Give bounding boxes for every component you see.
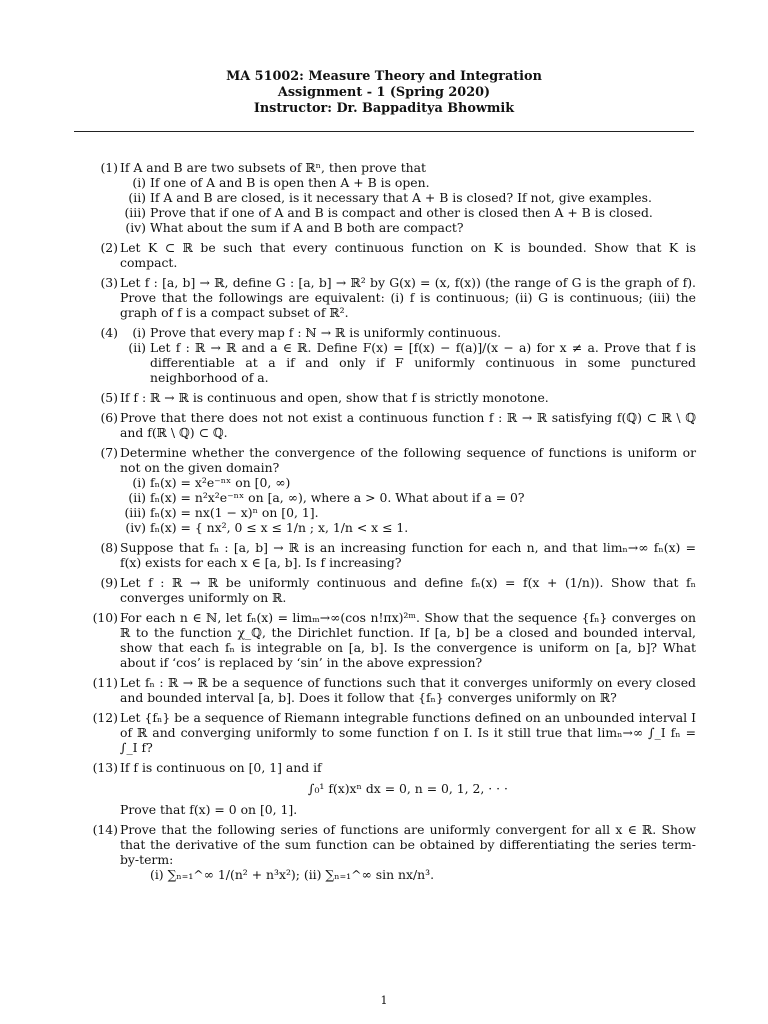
problem-number: (13) bbox=[92, 760, 118, 775]
subpart-text: If one of A and B is open then A + B is open. bbox=[150, 175, 430, 190]
subpart-text: If A and B are closed, is it necessary that A + B is closed? If not, give examples. bbox=[150, 190, 652, 205]
subpart bbox=[120, 205, 696, 220]
problem-text: If f is continuous on [0, 1] and if bbox=[120, 760, 322, 775]
problem-5 bbox=[86, 390, 696, 405]
subpart-label: (iii) bbox=[124, 205, 146, 220]
subpart-label: (iv) bbox=[125, 520, 146, 535]
problem-text-after: Prove that f(x) = 0 on [0, 1]. bbox=[120, 802, 298, 817]
subpart-label: (iii) bbox=[124, 505, 146, 520]
problem-number: (11) bbox=[92, 675, 118, 690]
subpart-label: (i) bbox=[132, 325, 146, 340]
subpart bbox=[120, 340, 696, 385]
problem-number: (8) bbox=[100, 540, 118, 555]
subpart-label: (ii) bbox=[128, 190, 146, 205]
subpart-text: What about the sum if A and B both are compact? bbox=[150, 220, 464, 235]
problem-number: (6) bbox=[100, 410, 118, 425]
subpart-label: (i) bbox=[132, 175, 146, 190]
subpart-label: (i) bbox=[132, 475, 146, 490]
document-header bbox=[0, 69, 768, 117]
subpart-label: (ii) bbox=[128, 490, 146, 505]
problem-number: (2) bbox=[100, 240, 118, 255]
problem-number: (12) bbox=[92, 710, 118, 725]
subpart-text: Prove that if one of A and B is compact and other is closed then A + B is closed. bbox=[150, 205, 653, 220]
subpart-text: Let f : ℝ → ℝ and a ∈ ℝ. Define F(x) = [f(x) − f(a)]/(x − a) for x ≠ a. Prove that f is differentiable at a if and only if F uniformly continuous in some punctured neighborhood of a. bbox=[150, 340, 696, 385]
subpart-text: fₙ(x) = n²x²e⁻ⁿˣ on [a, ∞), where a > 0. What about if a = 0? bbox=[150, 490, 525, 505]
subpart bbox=[120, 475, 696, 490]
subpart bbox=[120, 220, 696, 235]
subpart bbox=[120, 490, 696, 505]
problem-12 bbox=[86, 710, 696, 755]
problem-14 bbox=[86, 822, 696, 882]
problem-text: Let f : [a, b] → ℝ, define G : [a, b] → ℝ² by G(x) = (x, f(x)) (the range of G is the graph of f). Prove that the followings are equivalent: (i) f is continuous; (ii) G is continuous; (iii) the graph of f is a compact subset of ℝ². bbox=[120, 275, 696, 320]
problem-3 bbox=[86, 275, 696, 320]
problem-2 bbox=[86, 240, 696, 270]
problem-8 bbox=[86, 540, 696, 570]
problem-text: If f : ℝ → ℝ is continuous and open, show that f is strictly monotone. bbox=[120, 390, 549, 405]
header-rule bbox=[74, 131, 694, 132]
problem-4 bbox=[86, 325, 696, 385]
instructor-line: Instructor: Dr. Bappaditya Bhowmik bbox=[253, 101, 515, 116]
course-title: MA 51002: Measure Theory and Integration bbox=[226, 69, 542, 84]
subpart bbox=[120, 520, 696, 535]
subpart bbox=[120, 175, 696, 190]
problem-number: (1) bbox=[100, 160, 118, 175]
problem-number: (3) bbox=[100, 275, 118, 290]
problem-number: (9) bbox=[100, 575, 118, 590]
display-equation: ∫₀¹ f(x)xⁿ dx = 0, n = 0, 1, 2, · · · bbox=[307, 781, 508, 796]
problem-text: Let K ⊂ ℝ be such that every continuous function on K is bounded. Show that K is compact. bbox=[120, 240, 696, 270]
problem-10 bbox=[86, 610, 696, 670]
problem-text: For each n ∈ ℕ, let fₙ(x) = limₘ→∞(cos n!πx)²ᵐ. Show that the sequence {fₙ} converges on ℝ to the function χ_ℚ, the Dirichlet function. If [a, b] be a closed and bounded interval, show that each fₙ is integrable on [a, b]. Is the convergence is uniform on [a, b]? What about if ‘cos’ is replaced by ‘sin’ in the above expression? bbox=[120, 610, 696, 670]
problem-7 bbox=[86, 445, 696, 535]
problem-number: (4) bbox=[100, 325, 118, 340]
problem-number: (7) bbox=[100, 445, 118, 460]
problem-text: If A and B are two subsets of ℝⁿ, then prove that bbox=[120, 160, 427, 175]
assignment-title: Assignment - 1 (Spring 2020) bbox=[277, 85, 491, 100]
subpart-label: (ii) bbox=[128, 340, 146, 355]
subpart-text: fₙ(x) = x²e⁻ⁿˣ on [0, ∞) bbox=[150, 475, 291, 490]
problem-11 bbox=[86, 675, 696, 705]
problem-text: Let {fₙ} be a sequence of Riemann integrable functions defined on an unbounded interval I of ℝ and converging uniformly to some function f on I. Is it still true that limₙ→∞ ∫_I fₙ = ∫_I f? bbox=[120, 710, 696, 755]
page-number: 1 bbox=[380, 994, 388, 1007]
subpart-text: fₙ(x) = nx(1 − x)ⁿ on [0, 1]. bbox=[150, 505, 319, 520]
subpart-text: fₙ(x) = { nx², 0 ≤ x ≤ 1/n ; x, 1/n < x ≤ 1. bbox=[150, 520, 409, 535]
problem-number: (14) bbox=[92, 822, 118, 837]
problem-13 bbox=[86, 760, 696, 817]
subpart bbox=[120, 325, 696, 340]
series-list: (i) ∑ₙ₌₁^∞ 1/(n² + n³x²); (ii) ∑ₙ₌₁^∞ sin nx/n³. bbox=[150, 867, 435, 882]
problem-text: Let fₙ : ℝ → ℝ be a sequence of functions such that it converges uniformly on every closed and bounded interval [a, b]. Does it follow that {fₙ} converges uniformly on ℝ? bbox=[120, 675, 696, 705]
problem-text: Suppose that fₙ : [a, b] → ℝ is an increasing function for each n, and that limₙ→∞ fₙ(x) = f(x) exists for each x ∈ [a, b]. Is f increasing? bbox=[120, 540, 696, 570]
subpart-label: (iv) bbox=[125, 220, 146, 235]
subpart bbox=[120, 190, 696, 205]
problem-1 bbox=[86, 160, 696, 235]
problem-6 bbox=[86, 410, 696, 440]
problem-text: Prove that the following series of functions are uniformly convergent for all x ∈ ℝ. Show that the derivative of the sum function can be obtained by differentiating the series term-by-term: bbox=[120, 822, 696, 867]
problem-9 bbox=[86, 575, 696, 605]
subpart-text: Prove that every map f : ℕ → ℝ is uniformly continuous. bbox=[150, 325, 502, 340]
problem-number: (5) bbox=[100, 390, 118, 405]
problem-list bbox=[86, 160, 696, 887]
problem-text: Let f : ℝ → ℝ be uniformly continuous and define fₙ(x) = f(x + (1/n)). Show that fₙ converges uniformly on ℝ. bbox=[120, 575, 696, 605]
problem-number: (10) bbox=[92, 610, 118, 625]
problem-text: Determine whether the convergence of the following sequence of functions is uniform or not on the given domain? bbox=[120, 445, 696, 475]
subpart bbox=[120, 505, 696, 520]
problem-text: Prove that there does not not exist a continuous function f : ℝ → ℝ satisfying f(ℚ) ⊂ ℝ \ ℚ and f(ℝ \ ℚ) ⊂ ℚ. bbox=[120, 410, 696, 440]
